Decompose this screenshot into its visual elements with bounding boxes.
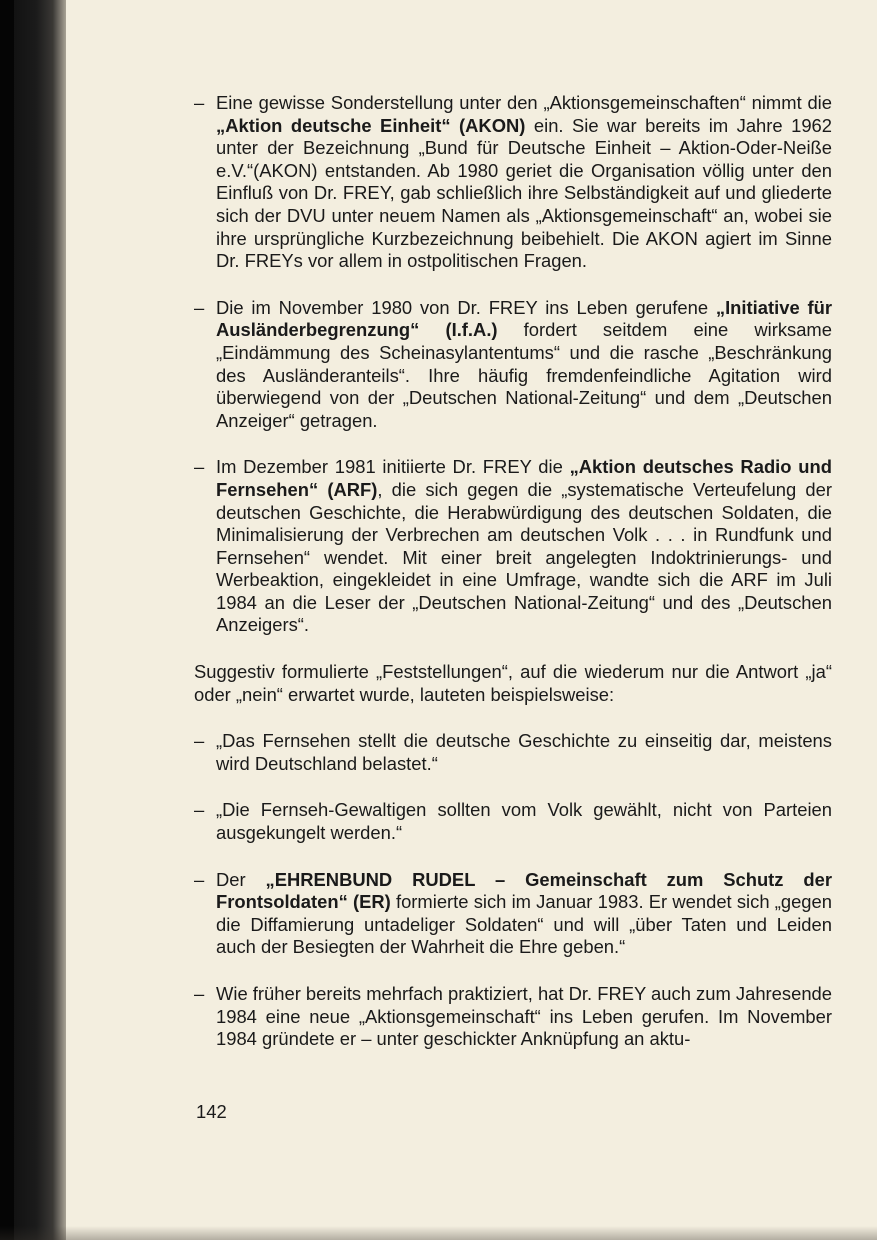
page-body <box>194 92 832 1075</box>
list-dash: – <box>194 799 205 821</box>
list-item <box>194 799 832 844</box>
list-item <box>194 869 832 959</box>
list-item <box>194 92 832 273</box>
text-segment: Eine gewisse Sonderstellung unter den „Aktionsgemeinschaften“ nimmt die <box>216 92 832 113</box>
text-segment: fordert seitdem eine wirksame „Eindämmung des Scheinasylantentums“ und die rasche „Beschränkung des Ausländeranteils“. Ihre häufig fremdenfeindliche Agitation wird überwiegend von der „Deutschen National-Zeitung“ und dem „Deutschen Anzeiger“ getragen. <box>216 319 832 431</box>
text-segment: , die sich gegen die „systematische Verteufelung der deutschen Geschichte, die Herabwürdigung des deutschen Soldaten, die Minimalisierung der Verbrechen am deutschen Volk . . . in Rundfunk und Fernsehen“ wendet. Mit einer breit angelegten Indoktrinierungs- und Werbeaktion, eingekleidet in eine Umfrage, wandte sich die ARF im Juli 1984 an die Leser der „Deutschen National-Zeitung“ und des „Deutschen Anzeigers“. <box>216 478 832 636</box>
list-item <box>194 730 832 775</box>
text-segment: Wie früher bereits mehrfach praktiziert, hat Dr. FREY auch zum Jahresende 1984 eine neue „Aktionsgemeinschaft“ ins Leben gerufen. Im November 1984 gründete er – unter geschickter Anknüpfung an aktu- <box>216 983 833 1050</box>
text-segment: Die im November 1980 von Dr. FREY ins Leben gerufene <box>216 296 716 318</box>
list-dash: – <box>194 456 205 478</box>
text-segment: ein. Sie war bereits im Jahre 1962 unter der Bezeichnung „Bund für Deutsche Einheit – Aktion-Oder-Neiße e.V.“(AKON) entstanden. Ab 1980 geriet die Organisation völlig unter den Einfluß von Dr. FREY, gab schließlich ihre Selbständigkeit auf und gliederte sich der DVU unter neuem Namen als „Aktionsgemeinschaft“ an, wobei sie ihre ursprüngliche Kurzbezeichnung beibehielt. Die AKON agiert im Sinne Dr. FREYs vor allem in ostpolitischen Fragen. <box>216 114 833 272</box>
text-segment: „Das Fernsehen stellt die deutsche Geschichte zu einseitig dar, meistens wird Deutschland belastet.“ <box>216 730 832 774</box>
text-segment: formierte sich im Januar 1983. Er wendet sich „gegen die Diffamierung untadeliger Soldaten“ und will „über Taten und Leiden auch der Besiegten der Wahrheit die Ehre geben.“ <box>216 891 832 958</box>
text-segment: „Die Fernseh-Gewaltigen sollten vom Volk gewählt, nicht von Parteien ausgekungelt werden.“ <box>216 799 832 844</box>
bold-text: „Aktion deutsche Einheit“ (AKON) <box>216 114 526 136</box>
text-segment: Im Dezember 1981 initiierte Dr. FREY die <box>216 456 570 478</box>
bold-text: „Initiative für Ausländerbegrenzung“ (I.f.A.) <box>216 296 832 341</box>
list-item <box>194 456 832 637</box>
bold-text: „Aktion deutsches Radio und Fernsehen“ (ARF) <box>216 456 832 500</box>
list-dash: – <box>194 983 205 1004</box>
list-dash: – <box>194 92 205 113</box>
bold-text: „EHRENBUND RUDEL – Gemeinschaft zum Schutz der Frontsoldaten“ (ER) <box>216 868 832 913</box>
page-bottom-edge <box>0 1226 877 1240</box>
list-dash: – <box>194 868 205 890</box>
list-dash: – <box>194 730 205 752</box>
scan-edge <box>0 0 14 1240</box>
text-segment: Der <box>216 868 266 890</box>
paragraph <box>194 661 832 706</box>
list-item <box>194 297 832 433</box>
list-item <box>194 983 832 1051</box>
list-dash: – <box>194 296 205 318</box>
page-number: 142 <box>196 1101 227 1122</box>
text-segment: Suggestiv formulierte „Feststellungen“, auf die wiederum nur die Antwort „ja“ oder „nein“ erwartet wurde, lauteten beispielsweise: <box>194 661 832 705</box>
